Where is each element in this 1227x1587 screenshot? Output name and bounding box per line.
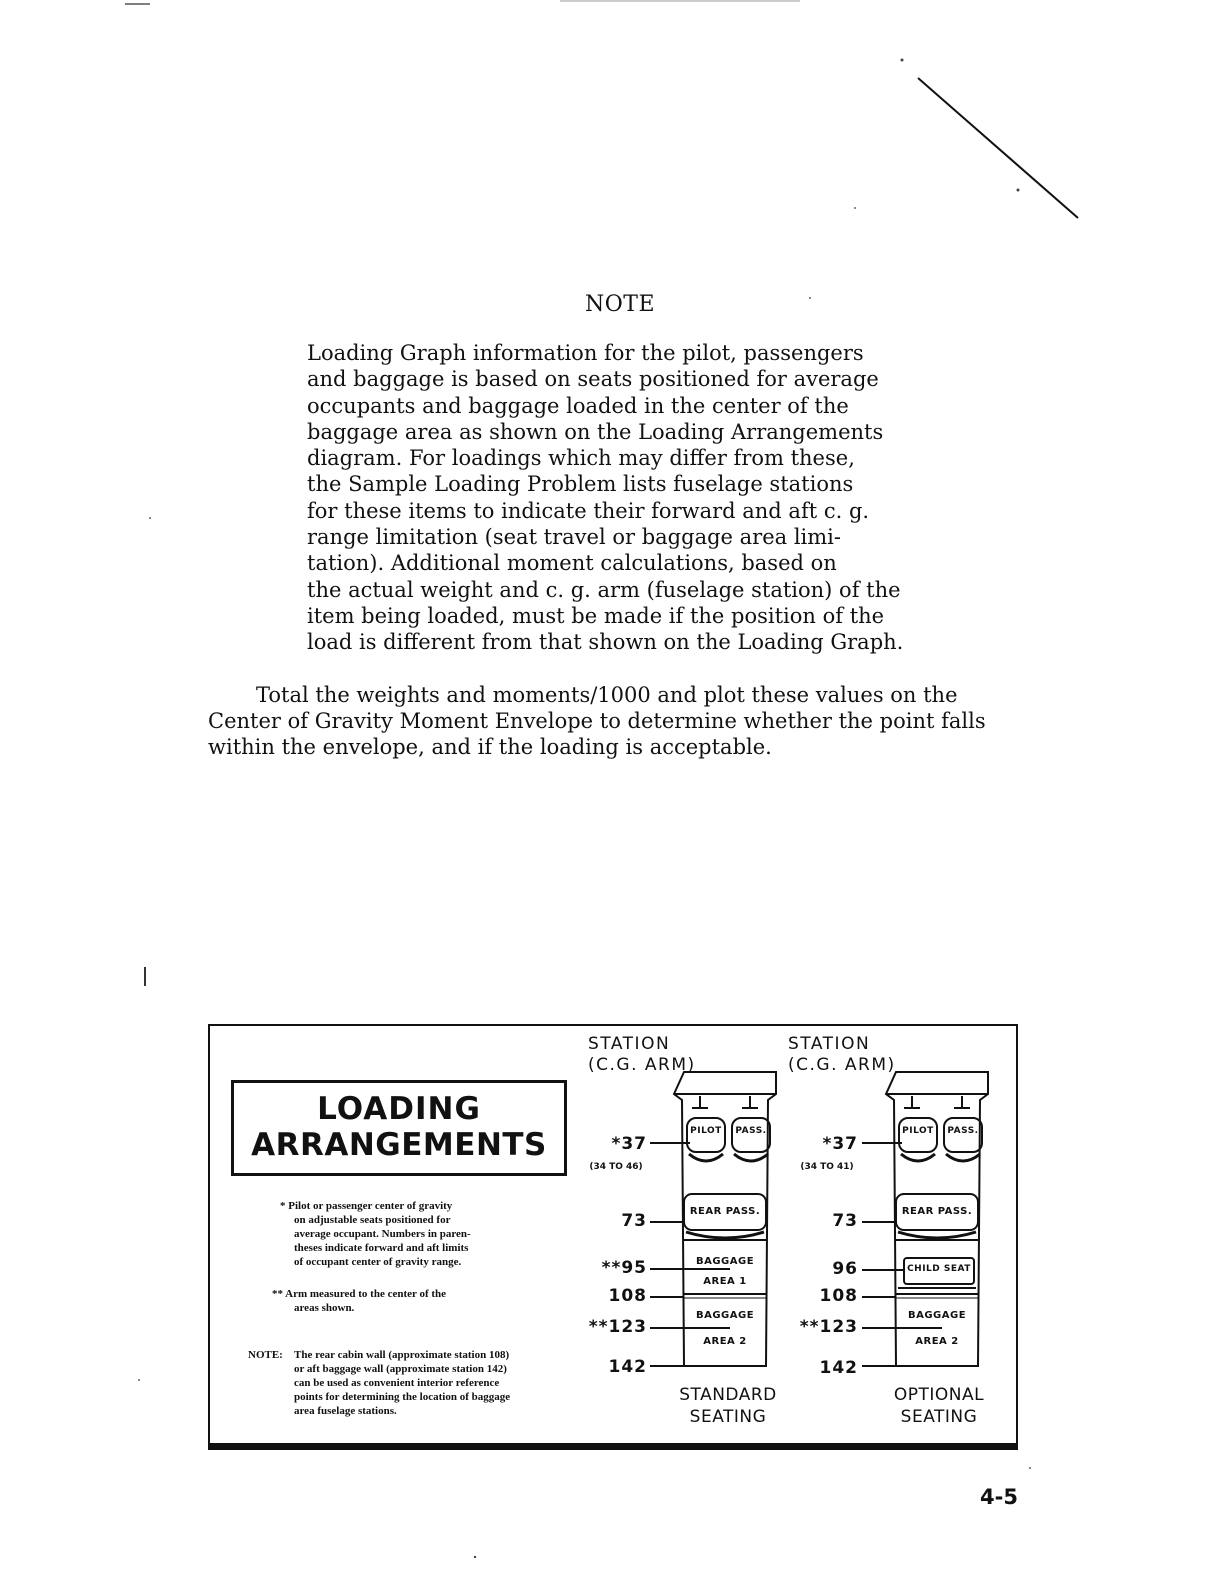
optional-station-108: 108: [819, 1286, 858, 1306]
standard-baggage2-label: BAGGAGE: [695, 1310, 755, 1321]
note-line: occupants and baggage loaded in the center of the: [307, 393, 849, 418]
footnote-line: theses indicate forward and aft limits: [294, 1242, 469, 1254]
note-line: load is different from that shown on the Loading Graph.: [307, 630, 904, 655]
optional-pilot-seat-label: PILOT: [902, 1126, 934, 1136]
footnote-line: of occupant center of gravity range.: [294, 1256, 462, 1268]
figure-title-line1: LOADING: [317, 1091, 481, 1127]
note-line: the Sample Loading Problem lists fuselage stations: [307, 472, 854, 497]
figure-note-line: points for determining the location of baggage: [294, 1391, 511, 1403]
note-line: tation). Additional moment calculations, based on: [307, 551, 837, 576]
figure-note-line: area fuselage stations.: [294, 1405, 397, 1417]
paragraph-line: Center of Gravity Moment Envelope to determine whether the point falls: [208, 709, 986, 733]
standard-station-95: **95: [601, 1258, 647, 1278]
optional-station-142: 142: [819, 1358, 858, 1378]
note-line: for these items to indicate their forward and aft c. g.: [307, 498, 870, 523]
standard-rear-pass-label: REAR PASS.: [689, 1206, 761, 1217]
footnote-line: ** Arm measured to the center of the: [272, 1288, 447, 1300]
optional-pass-seat-label: PASS.: [947, 1126, 979, 1136]
footnote-line: * Pilot or passenger center of gravity: [280, 1200, 453, 1212]
standard-pilot-seat-label: PILOT: [690, 1126, 722, 1136]
instruction-paragraph: [208, 682, 1028, 760]
optional-child-seat-label: CHILD SEAT: [907, 1264, 971, 1274]
paragraph-line: within the envelope, and if the loading is acceptable.: [208, 735, 772, 759]
seating-label-line2: SEATING: [900, 1407, 978, 1427]
seating-label-line1: OPTIONAL: [893, 1385, 985, 1405]
note-line: item being loaded, must be made if the position of the: [307, 603, 885, 628]
note-line: diagram. For loadings which may differ from these,: [307, 446, 855, 471]
figure-title-line2: ARRANGEMENTS: [251, 1127, 547, 1163]
optional-baggage-label: BAGGAGE: [907, 1310, 967, 1321]
figure-note-label: NOTE:: [248, 1349, 283, 1361]
footnote-line: areas shown.: [294, 1302, 355, 1314]
optional-station-37: *37: [822, 1134, 858, 1154]
station-header-line1: STATION: [588, 1034, 671, 1054]
standard-station-123: **123: [588, 1317, 647, 1337]
footnote-line: average occupant. Numbers in paren-: [294, 1228, 471, 1240]
note-line: Loading Graph information for the pilot, passengers: [307, 341, 864, 365]
note-line: baggage area as shown on the Loading Arrangements: [307, 419, 884, 444]
seating-label-line2: SEATING: [689, 1407, 767, 1427]
optional-area2-label: AREA 2: [915, 1336, 959, 1347]
note-line: the actual weight and c. g. arm (fuselage station) of the: [307, 577, 901, 602]
standard-area1-label: AREA 1: [703, 1276, 747, 1287]
note-line: range limitation (seat travel or baggage area limi-: [307, 525, 841, 550]
optional-seating-label: [879, 1384, 999, 1428]
standard-station-range: (34 TO 46): [589, 1162, 643, 1172]
paragraph-line: Total the weights and moments/1000 and plot these values on the: [256, 683, 958, 707]
standard-station-37: *37: [611, 1134, 647, 1154]
figure-note-line: can be used as convenient interior reference: [294, 1377, 500, 1389]
standard-station-108: 108: [608, 1286, 647, 1306]
standard-station-73: 73: [621, 1211, 647, 1231]
standard-pass-seat-label: PASS.: [735, 1126, 767, 1136]
optional-station-96: 96: [832, 1259, 858, 1279]
loading-arrangements-figure: [208, 1024, 1018, 1450]
station-header-line2: (C.G. ARM): [588, 1055, 696, 1075]
station-header-line1: STATION: [788, 1034, 871, 1054]
optional-rear-pass-label: REAR PASS.: [901, 1206, 973, 1217]
optional-station-range: (34 TO 41): [800, 1162, 854, 1172]
page-number: 4-5: [980, 1485, 1018, 1509]
note-line: and baggage is based on seats positioned for average: [307, 367, 879, 392]
seating-label-line1: STANDARD: [679, 1385, 777, 1405]
optional-station-73: 73: [832, 1211, 858, 1231]
figure-note-line: The rear cabin wall (approximate station 108): [294, 1349, 510, 1361]
footnote-line: on adjustable seats positioned for: [294, 1214, 451, 1226]
standard-station-142: 142: [608, 1357, 647, 1377]
standard-area2-label: AREA 2: [703, 1336, 747, 1347]
note-body: [307, 340, 947, 656]
optional-station-123: **123: [799, 1317, 858, 1337]
note-title: NOTE: [585, 292, 656, 317]
figure-note-line: or aft baggage wall (approximate station 142): [294, 1363, 507, 1375]
standard-baggage-label: BAGGAGE: [695, 1256, 755, 1267]
station-header-line2: (C.G. ARM): [788, 1055, 896, 1075]
